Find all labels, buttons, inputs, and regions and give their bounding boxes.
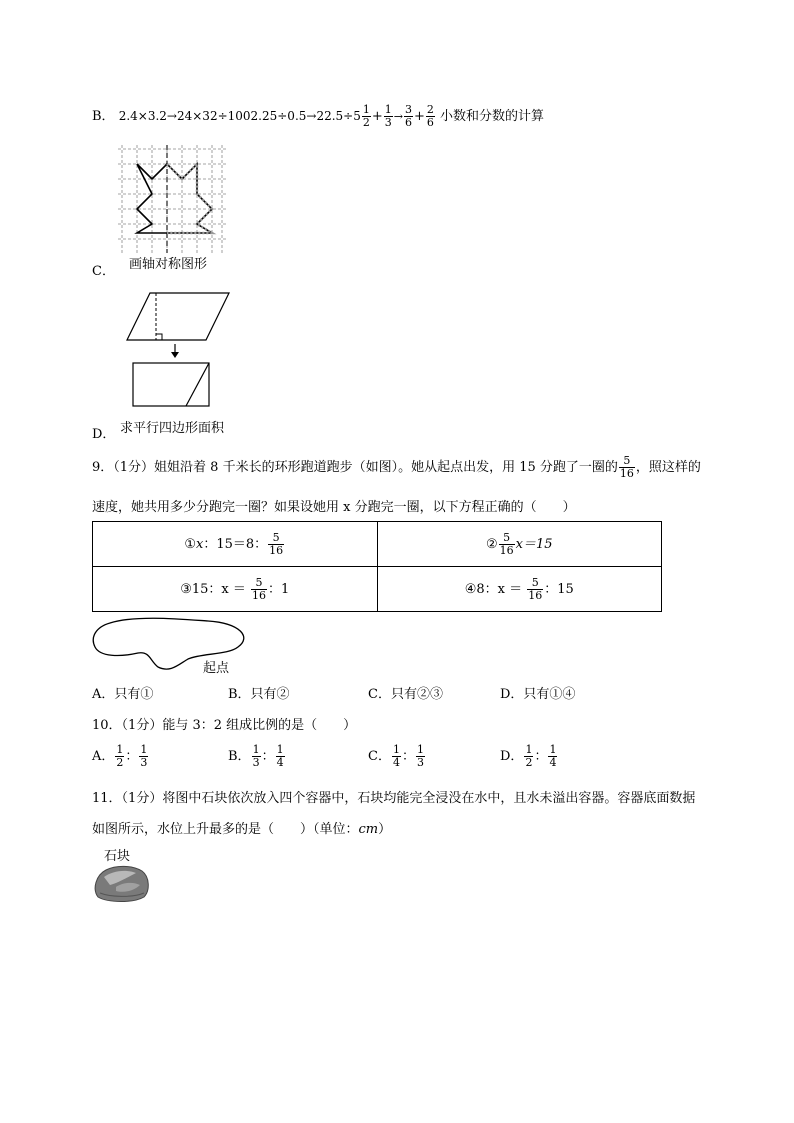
equation-cell-4: ④8：x ＝ $\frac{5}{16}$ ：15 — [377, 567, 662, 612]
q9-option-b[interactable]: B．只有② — [228, 687, 290, 702]
parallelogram-figure — [126, 292, 236, 410]
q9-option-d[interactable]: D．只有①④ — [500, 687, 576, 702]
fraction: $\frac{1}{2}$ — [362, 103, 370, 129]
fraction: $\frac{5}{16}$ — [528, 575, 543, 602]
option-b-label: B． — [92, 109, 115, 124]
fraction: $\frac{1}{4}$ — [392, 743, 400, 769]
fraction: $\frac{1}{3}$ — [140, 743, 148, 769]
symmetry-figure — [118, 145, 226, 253]
q10-option-d[interactable]: D． $\frac{1}{2}$ ： $\frac{1}{4}$ — [500, 743, 557, 769]
fraction: $\frac{5}{16}$ — [269, 530, 284, 557]
q9-stem-line2: 速度，她共用多少分跑完一圈？如果设她用 x 分跑完一圈，以下方程正确的（ ） — [92, 500, 576, 515]
q11-stem-line1: 11．（1分）将图中石块依次放入四个容器中，石块均能完全浸没在水中，且水未溢出容器。容器底面数据 — [92, 791, 696, 806]
option-b-line: B． 2.4×3.2→24×32÷1002.25÷0.5→22.5÷5 $\frac{1}{2}$ + $\frac{1}{3}$ → $\frac{3}{6}$ + $\frac{2}{6}$ 小数和分数的计算 — [92, 103, 545, 129]
fraction: $\frac{1}{4}$ — [549, 743, 557, 769]
equation-cell-1: ①x：15＝8： $\frac{5}{16}$ — [93, 522, 378, 567]
q10-option-b[interactable]: B． $\frac{1}{3}$ ： $\frac{1}{4}$ — [228, 743, 284, 769]
arrow-icon: → — [393, 110, 403, 123]
q9-stem-line1: 9．（1分）姐姐沿着 8 千米长的环形跑道跑步（如图）。她从起点出发，用 15 分跑了一圈的 $\frac{5}{16}$ ，照这样的 — [92, 454, 701, 480]
start-label: 起点 — [203, 661, 230, 676]
q10-stem: 10．（1分）能与 3：2 组成比例的是（ ） — [92, 718, 357, 733]
equation-cell-3: ③15：x ＝ $\frac{5}{16}$ ：1 — [93, 567, 378, 612]
fraction: $\frac{1}{2}$ — [525, 743, 533, 769]
fraction: $\frac{1}{4}$ — [276, 743, 284, 769]
fraction: $\frac{2}{6}$ — [426, 103, 434, 129]
option-d-label: D． — [92, 427, 116, 442]
stone-icon — [92, 863, 150, 903]
fraction: $\frac{5}{16}$ — [252, 575, 266, 602]
option-d-caption: 求平行四边形面积 — [120, 421, 225, 436]
fraction: $\frac{5}{16}$ — [619, 454, 634, 480]
fraction: $\frac{3}{6}$ — [404, 103, 412, 129]
option-c-caption: 画轴对称图形 — [129, 257, 208, 272]
equation-cell-2: ② $\frac{5}{16}$ x＝15 — [377, 522, 662, 567]
option-b-caption: 小数和分数的计算 — [440, 109, 545, 124]
fraction: $\frac{5}{16}$ — [499, 530, 514, 557]
stone-label: 石块 — [104, 849, 131, 864]
q9-option-c[interactable]: C．只有②③ — [368, 687, 443, 702]
fraction: $\frac{1}{3}$ — [416, 743, 424, 769]
q10-option-c[interactable]: C． $\frac{1}{4}$ ： $\frac{1}{3}$ — [368, 743, 424, 769]
q9-option-a[interactable]: A．只有① — [92, 687, 154, 702]
fraction: $\frac{1}{3}$ — [252, 743, 260, 769]
equation-table — [92, 521, 662, 612]
option-b-expression: 2.4×3.2→24×32÷1002.25÷0.5→22.5÷5 — [118, 109, 361, 123]
option-c-label: C． — [92, 264, 115, 279]
fraction: $\frac{1}{3}$ — [384, 103, 392, 129]
q11-stem-line2: 如图所示，水位上升最多的是（ ）（单位：cm） — [92, 822, 392, 837]
fraction: $\frac{1}{2}$ — [116, 743, 124, 769]
q10-option-a[interactable]: A． $\frac{1}{2}$ ： $\frac{1}{3}$ — [92, 743, 148, 769]
